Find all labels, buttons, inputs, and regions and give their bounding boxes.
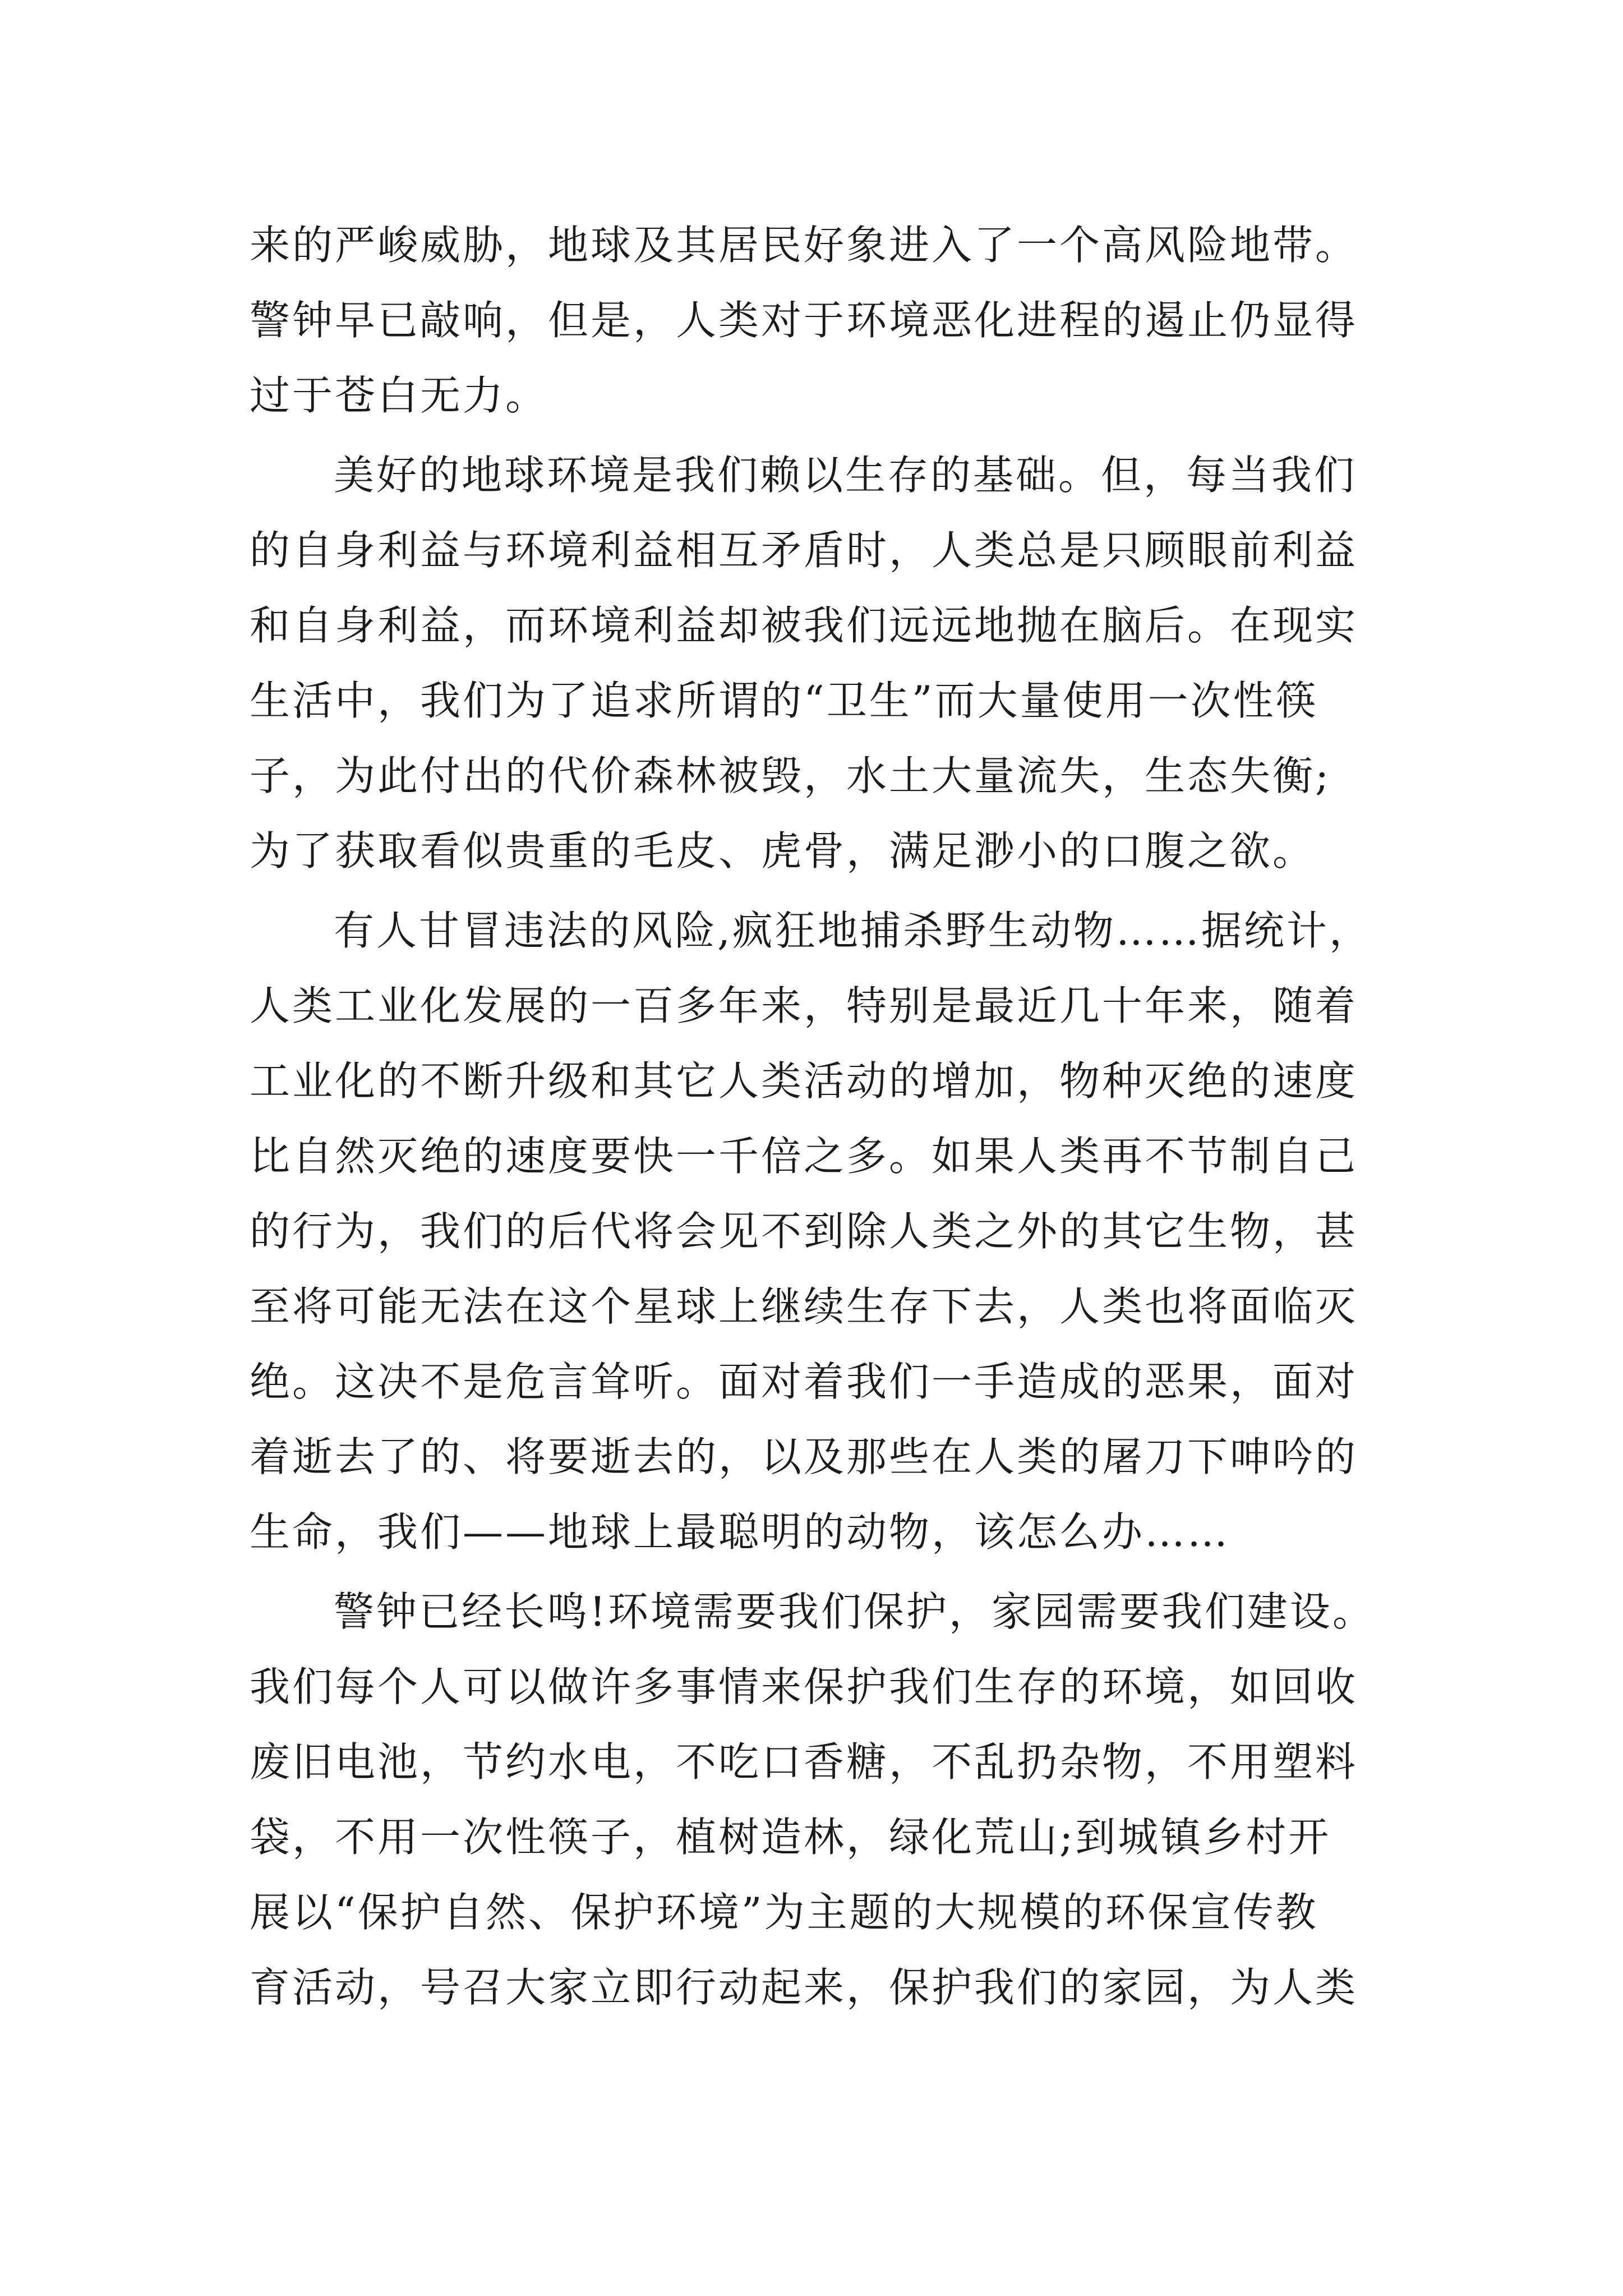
text-line: 我们每个人可以做许多事情来保护我们生存的环境，如回收	[250, 1663, 1358, 1710]
text-line: 和自身利益，而环境利益却被我们远远地抛在脑后。在现实	[250, 602, 1358, 649]
text-line: 警钟已经长鸣!环境需要我们保护，家园需要我们建设。	[334, 1588, 1375, 1635]
text-line: 着逝去了的、将要逝去的，以及那些在人类的屠刀下呻吟的	[250, 1433, 1358, 1480]
text-line: 警钟早已敲响，但是，人类对于环境恶化进程的遏止仍显得	[250, 297, 1358, 344]
text-line: 绝。这决不是危言耸听。面对着我们一手造成的恶果，面对	[250, 1358, 1358, 1405]
paragraph-1	[250, 208, 1388, 433]
paragraph-3	[250, 893, 1388, 1570]
text-line: 至将可能无法在这个星球上继续生存下去，人类也将面临灭	[250, 1283, 1358, 1330]
text-line: 人类工业化发展的一百多年来，特别是最近几十年来，随着	[250, 982, 1358, 1029]
paragraph-2	[250, 438, 1388, 889]
text-line: 生命，我们——地球上最聪明的动物，该怎么办……	[250, 1508, 1230, 1556]
text-line: 来的严峻威胁，地球及其居民好象进入了一个高风险地带。	[250, 222, 1358, 269]
text-line: 废旧电池，节约水电，不吃口香糖，不乱扔杂物，不用塑料	[250, 1738, 1358, 1786]
text-line: 有人甘冒违法的风险,疯狂地捕杀野生动物……据统计，	[334, 907, 1372, 954]
text-line: 为了获取看似贵重的毛皮、虎骨，满足渺小的口腹之欲。	[250, 827, 1316, 875]
text-line: 展以“保护自然、保护环境”为主题的大规模的环保宣传教	[250, 1889, 1318, 1936]
text-line: 的行为，我们的后代将会见不到除人类之外的其它生物，甚	[250, 1208, 1358, 1255]
text-line: 生活中，我们为了追求所谓的“卫生”而大量使用一次性筷	[250, 677, 1318, 724]
body-text	[250, 208, 1388, 2025]
text-line: 美好的地球环境是我们赖以生存的基础。但，每当我们	[334, 452, 1357, 499]
text-line: 比自然灭绝的速度要快一千倍之多。如果人类再不节制自己	[250, 1133, 1358, 1180]
text-line: 育活动，号召大家立即行动起来，保护我们的家园，为人类	[250, 1964, 1358, 2011]
paragraph-4	[250, 1574, 1388, 2025]
text-line: 子，为此付出的代价森林被毁，水土大量流失，生态失衡;	[250, 752, 1331, 799]
text-line: 袋，不用一次性筷子，植树造林，绿化荒山;到城镇乡村开	[250, 1814, 1331, 1861]
text-line: 过于苍白无力。	[250, 372, 548, 419]
text-line: 工业化的不断升级和其它人类活动的增加，物种灭绝的速度	[250, 1057, 1358, 1105]
text-line: 的自身利益与环境利益相互矛盾时，人类总是只顾眼前利益	[250, 527, 1358, 574]
